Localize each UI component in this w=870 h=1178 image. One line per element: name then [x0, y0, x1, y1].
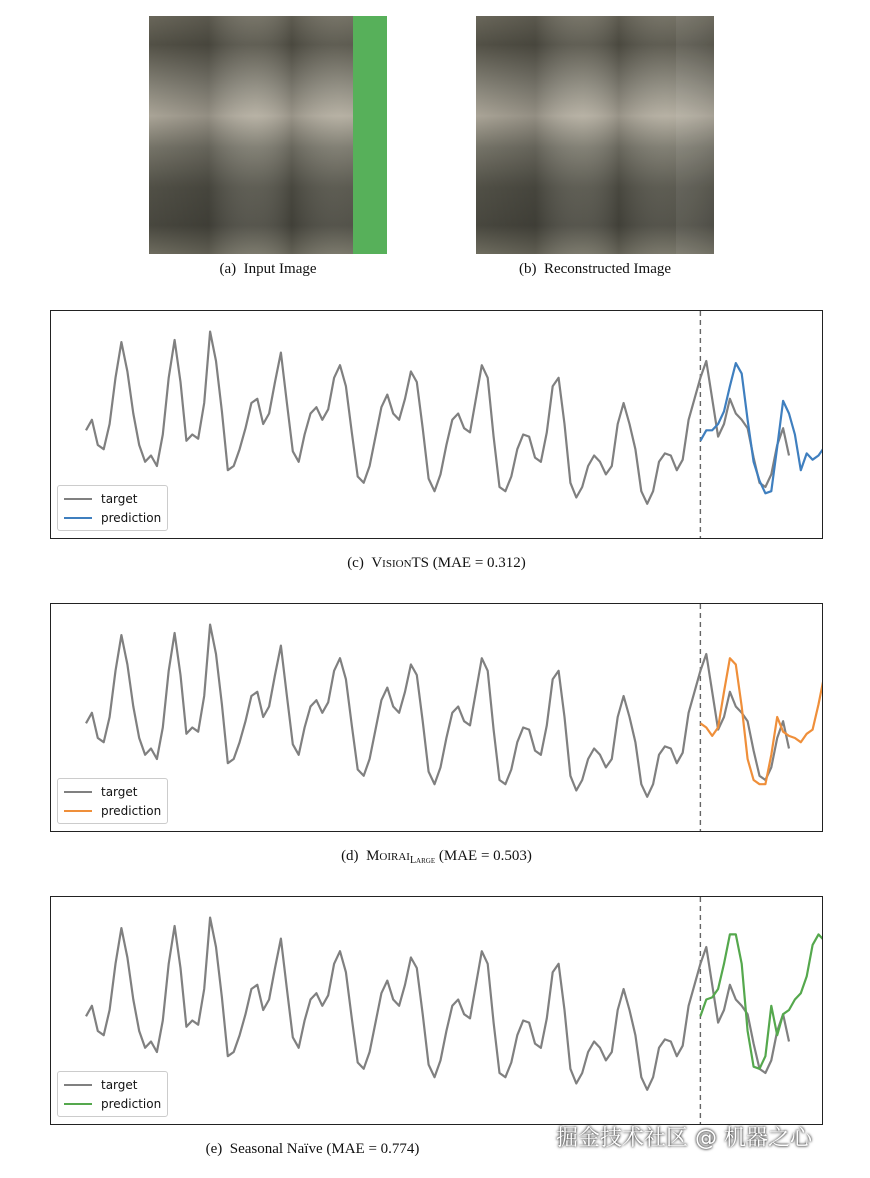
reconstructed-image-texture	[476, 16, 714, 254]
legend-item-target: target	[64, 1075, 161, 1094]
chart-seasonal-naive	[50, 896, 823, 1125]
series-line-prediction	[700, 363, 822, 516]
caption-d: (d) Moirai$_{Large}$ (MAE = 0.503)	[341, 848, 532, 866]
legend-swatch-prediction	[64, 810, 92, 812]
input-image-mask	[353, 16, 387, 254]
caption-a: (a) Input Image	[219, 261, 317, 277]
chart-moirai	[50, 603, 823, 832]
legend-seasonal-naive	[57, 1071, 168, 1117]
legend-item-prediction: prediction	[64, 508, 161, 527]
input-image	[149, 16, 387, 254]
series-line-target	[86, 625, 789, 797]
series-line-target	[86, 332, 789, 504]
watermark: 掘金技术社区 @ 机器之心	[556, 1126, 812, 1151]
reconstructed-image	[476, 16, 714, 254]
caption-b: (b) Reconstructed Image	[518, 261, 672, 277]
chart-visionts	[50, 310, 823, 539]
legend-swatch-prediction	[64, 517, 92, 519]
legend-moirai	[57, 778, 168, 824]
legend-item-prediction: prediction	[64, 801, 161, 820]
series-line-target	[86, 918, 789, 1090]
legend-visionts	[57, 485, 168, 531]
legend-swatch-target	[64, 1084, 92, 1086]
legend-item-target: target	[64, 782, 161, 801]
legend-swatch-prediction	[64, 1103, 92, 1105]
legend-swatch-target	[64, 791, 92, 793]
caption-e: (e) Seasonal Naïve (MAE = 0.774)	[205, 1141, 420, 1157]
legend-item-target: target	[64, 489, 161, 508]
caption-c: (c) VisionTS (MAE = 0.312)	[347, 555, 526, 571]
series-line-prediction	[700, 934, 822, 1073]
legend-item-prediction: prediction	[64, 1094, 161, 1113]
series-line-prediction	[700, 658, 822, 784]
legend-swatch-target	[64, 498, 92, 500]
input-image-texture	[149, 16, 387, 254]
